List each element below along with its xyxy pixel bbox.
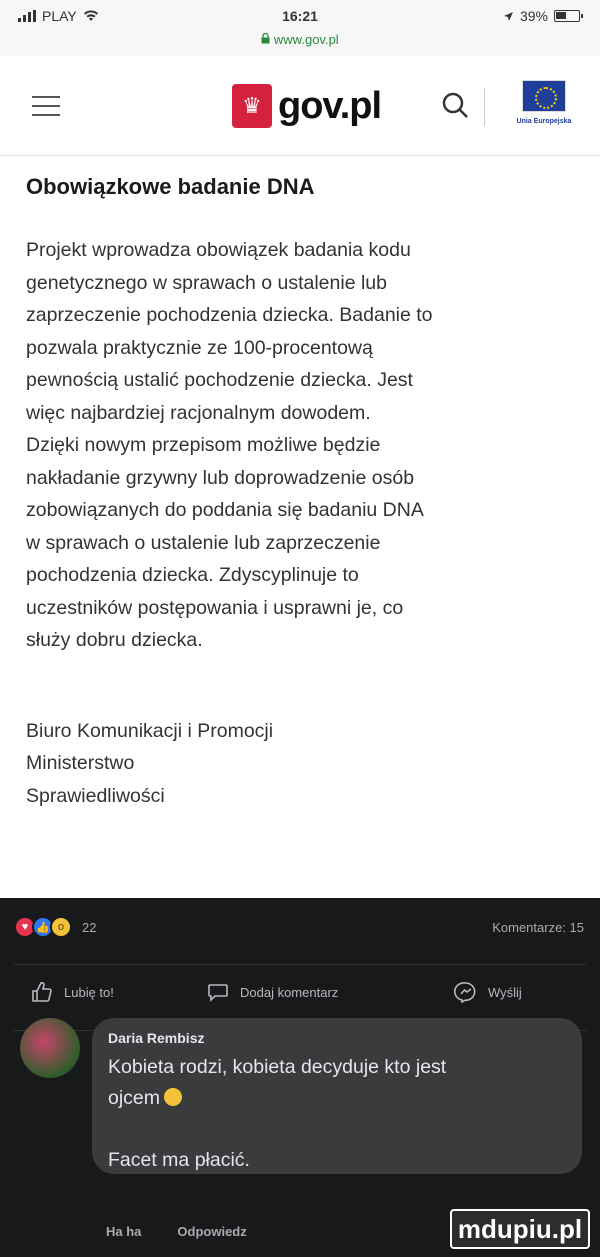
clock: 16:21	[282, 8, 318, 24]
article-line: genetycznego w sprawach o ustalenie lub	[26, 271, 387, 294]
share-button[interactable]	[454, 980, 522, 1004]
comment-line	[108, 1114, 566, 1145]
love-reaction-icon: ♥	[14, 916, 36, 938]
menu-icon[interactable]	[32, 96, 60, 116]
article-line: zaprzeczenie pochodzenia dziecka. Badanie to	[26, 304, 433, 326]
article-line: pochodzenia dziecka. Zdyscyplinuje to	[26, 564, 359, 586]
comment-line: Facet ma płacić.	[108, 1149, 250, 1171]
like-button[interactable]	[30, 980, 114, 1004]
status-bar	[0, 0, 600, 56]
comment-label: Dodaj komentarz	[240, 984, 339, 1000]
eu-label: Unia Europejska	[516, 118, 572, 125]
url-text: www.gov.pl	[273, 32, 339, 47]
eu-flag-icon	[522, 80, 566, 112]
search-icon[interactable]	[440, 90, 470, 120]
lock-icon	[261, 33, 270, 44]
article-line: służy dobru dziecka.	[26, 629, 203, 651]
haha-reaction-link[interactable]: Ha ha	[106, 1224, 142, 1239]
status-right	[503, 8, 580, 24]
site-header	[0, 60, 600, 156]
article-line: w sprawach o ustalenie lub zaprzeczenie	[26, 531, 381, 554]
comment-text	[108, 1052, 566, 1176]
article-line: Dzięki nowym przepisom możliwe będzie	[26, 434, 381, 456]
article-line: zobowiązanych do poddania się badaniu DNA	[26, 499, 424, 521]
article-title: Obowiązkowe badanie DNA	[26, 174, 315, 199]
signature-line: Ministerstwo	[26, 752, 135, 774]
divider	[14, 964, 586, 965]
reactions-summary[interactable]	[14, 916, 96, 938]
signature-line: Biuro Komunikacji i Promocji	[26, 719, 274, 742]
comment-author[interactable]: Daria Rembisz	[108, 1030, 205, 1046]
wow-reaction-icon: o	[50, 916, 72, 938]
battery-icon	[554, 10, 580, 22]
thumbs-up-icon	[30, 980, 54, 1004]
article	[26, 170, 578, 812]
reply-link[interactable]: Odpowiedz	[177, 1224, 247, 1239]
smile-emoji-icon	[164, 1088, 182, 1106]
eu-badge[interactable]	[504, 80, 584, 125]
article-line: nakładanie grzywny lub doprowadzenie osób	[26, 466, 415, 489]
comments-count[interactable]: Komentarze: 15	[492, 920, 584, 935]
location-arrow-icon	[503, 11, 514, 22]
article-line: pewnością ustalić pochodzenie dziecka. Jest	[26, 369, 413, 391]
reaction-count: 22	[82, 919, 97, 935]
eagle-emblem-icon: ♛	[232, 84, 272, 128]
comment-line: ojcem	[108, 1087, 161, 1109]
comment-bubble[interactable]	[92, 1018, 582, 1174]
comment-line-with-emoji	[108, 1083, 566, 1114]
article-line: pozwala praktycznie ze 100-procentową	[26, 336, 373, 359]
avatar[interactable]	[20, 1018, 80, 1078]
header-divider	[484, 88, 485, 126]
gov-logo[interactable]	[232, 84, 381, 128]
article-body	[26, 234, 578, 657]
carrier-label: PLAY	[42, 8, 77, 24]
share-label: Wyślij	[488, 984, 522, 1000]
comment-line: Kobieta rodzi, kobieta decyduje kto jest	[108, 1056, 447, 1078]
like-reaction-icon: 👍	[32, 916, 54, 938]
article-line: Projekt wprowadza obowiązek badania kodu	[26, 239, 411, 261]
comment-actions	[106, 1224, 247, 1239]
watermark: mdupiu.pl	[450, 1209, 590, 1249]
comment-bubble-icon	[206, 980, 230, 1004]
address-bar[interactable]	[0, 32, 600, 47]
comment-button[interactable]	[206, 980, 338, 1004]
article-line: więc najbardziej racjonalnym dowodem.	[26, 401, 371, 424]
battery-percent: 39%	[519, 8, 548, 24]
logo-text: gov.pl	[278, 84, 382, 127]
signature-line: Sprawiedliwości	[26, 784, 165, 807]
article-line: uczestników postępowania i usprawni je, co	[26, 596, 404, 619]
like-label: Lubię to!	[64, 984, 114, 1000]
article-signature	[26, 715, 578, 813]
messenger-icon	[454, 980, 478, 1004]
